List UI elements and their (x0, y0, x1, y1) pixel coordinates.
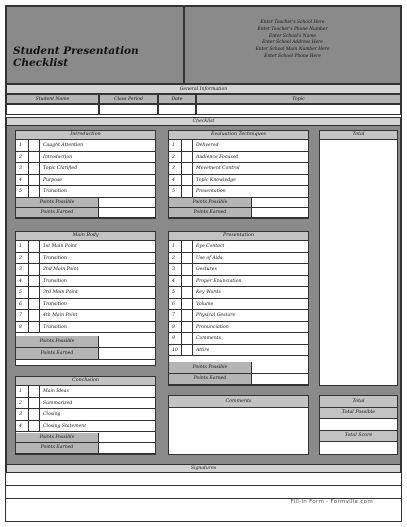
checklist-item: 10 Attire (169, 345, 308, 357)
total-possible-label: Total Possible (320, 408, 397, 419)
checklist-item: 7 Physical Gesture (169, 310, 308, 322)
points-earned-field[interactable] (99, 348, 155, 360)
points-earned-field[interactable] (99, 208, 155, 218)
checklist-item: 5 Transition (16, 186, 155, 198)
checkbox[interactable] (29, 322, 40, 333)
checklist-item: 2 Use of Aids (169, 253, 308, 265)
presentation-heading: Presentation (169, 232, 308, 241)
checklist-item: 2 Transition (16, 253, 155, 265)
introduction-panel (15, 130, 156, 219)
points-earned-label: Points Earned (169, 374, 252, 385)
checklist-item: 3 2nd Main Point (16, 264, 155, 276)
checkbox[interactable] (182, 264, 193, 275)
points-possible-label: Points Possible (16, 198, 99, 208)
checkbox[interactable] (29, 299, 40, 310)
checklist-item: 5 Presentation (169, 186, 308, 198)
school-info-line[interactable]: Enter School Phone Here (264, 54, 321, 60)
checkbox[interactable] (182, 322, 193, 333)
presentation-panel (168, 231, 309, 386)
conclusion-panel (15, 376, 156, 455)
school-info-line[interactable]: Enter School Address Here (262, 40, 323, 46)
checklist-item: 1 Caught Attention (16, 140, 155, 152)
points-earned-field[interactable] (252, 208, 308, 218)
checkbox[interactable] (29, 287, 40, 298)
checklist-item: 4 Closing Statement (16, 421, 155, 433)
total-panel (319, 130, 398, 386)
checkbox[interactable] (182, 299, 193, 310)
checkbox[interactable] (29, 276, 40, 287)
footer-brand: Fill-In Form - Formville.com (290, 499, 373, 505)
checklist-item: 6 Volume (169, 299, 308, 311)
checkbox[interactable] (29, 186, 40, 197)
checklist-item: 3 Gestures (169, 264, 308, 276)
checkbox[interactable] (182, 140, 193, 151)
points-possible-label: Points Possible (169, 362, 252, 374)
evaluation-heading: Evaluation Techniques (169, 131, 308, 140)
totals-panel (319, 395, 398, 455)
conclusion-heading: Conclusion (16, 377, 155, 386)
total-score-field[interactable] (320, 442, 397, 454)
checkbox[interactable] (29, 310, 40, 321)
checkbox[interactable] (29, 152, 40, 163)
title-block (6, 6, 184, 84)
checklist-item: 4 Transition (16, 276, 155, 288)
total-possible-field[interactable] (320, 419, 397, 431)
points-possible-label: Points Possible (169, 198, 252, 208)
signature-field[interactable] (6, 486, 401, 499)
school-info-line[interactable]: Enter Teacher's Phone Number (257, 26, 328, 32)
total-label: Total (320, 396, 397, 408)
points-earned-label: Points Earned (169, 208, 252, 218)
checklist-item: 3 Topic Clarified (16, 163, 155, 175)
school-info-block (184, 6, 401, 84)
checklist-item: 6 Transition (16, 299, 155, 311)
checklist-item: 3 Movement Control (169, 163, 308, 175)
checklist-item: 7 4th Main Point (16, 310, 155, 322)
points-earned-field[interactable] (99, 443, 155, 454)
checklist-item: 4 Proper Enunciation (169, 276, 308, 288)
checkbox[interactable] (182, 310, 193, 321)
checklist-item: 1 Delivered (169, 140, 308, 152)
checkbox[interactable] (182, 241, 193, 252)
checkbox[interactable] (29, 140, 40, 151)
points-possible-field[interactable] (99, 198, 155, 208)
page-title: Student Presentation Checklist (13, 45, 139, 69)
total-heading: Total (320, 131, 397, 140)
signature-field[interactable] (6, 473, 401, 486)
checklist-item: 1 Eye Contact (169, 241, 308, 253)
comments-heading: Comments (169, 396, 308, 408)
checklist-item: 4 Purpose (16, 175, 155, 187)
date-label: Date (158, 94, 196, 104)
points-earned-label: Points Earned (16, 208, 99, 218)
checklist-item: 5 3rd Main Point (16, 287, 155, 299)
checkbox[interactable] (29, 409, 40, 420)
points-possible-field[interactable] (252, 198, 308, 208)
points-possible-label: Points Possible (16, 433, 99, 443)
checkbox[interactable] (182, 163, 193, 174)
checkbox[interactable] (29, 386, 40, 397)
checklist-item: 8 Pronunciation (169, 322, 308, 334)
checkbox[interactable] (182, 152, 193, 163)
student-name-field[interactable] (6, 104, 99, 115)
topic-label: Topic (196, 94, 401, 104)
checklist-item: 5 Key Words (169, 287, 308, 299)
points-earned-field[interactable] (252, 374, 308, 385)
checklist-item: 1 1st Main Point (16, 241, 155, 253)
introduction-heading: Introduction (16, 131, 155, 140)
signatures-heading: Signatures (6, 464, 401, 473)
points-earned-label: Points Earned (16, 348, 99, 360)
main-body-panel (15, 231, 156, 366)
checklist-item: 8 Transition (16, 322, 155, 334)
checklist-item: 4 Topic Knowledge (169, 175, 308, 187)
general-info-heading: General Information (6, 84, 401, 94)
checkbox[interactable] (29, 241, 40, 252)
checkbox[interactable] (29, 253, 40, 264)
main-body-heading: Main Body (16, 232, 155, 241)
checkbox[interactable] (29, 421, 40, 432)
school-info-line[interactable]: Enter School's Name (269, 33, 316, 39)
checkbox[interactable] (29, 398, 40, 409)
checkbox[interactable] (182, 186, 193, 197)
checkbox[interactable] (182, 287, 193, 298)
checkbox[interactable] (29, 264, 40, 275)
comments-field[interactable] (169, 408, 308, 454)
checklist-item: 3 Closing (16, 409, 155, 421)
topic-field[interactable] (196, 104, 401, 115)
date-field[interactable] (158, 104, 196, 115)
class-period-field[interactable] (99, 104, 158, 115)
checklist-item: 1 Main Ideas (16, 386, 155, 398)
checklist-item: 2 Audience Focused (169, 152, 308, 164)
total-score-label: Total Score (320, 431, 397, 442)
general-info-input-row (6, 104, 401, 115)
evaluation-panel (168, 130, 309, 219)
points-possible-field[interactable] (99, 336, 155, 348)
school-info-line[interactable]: Enter School Main Number Here (255, 47, 330, 53)
points-possible-label: Points Possible (16, 336, 99, 348)
checklist-form (5, 5, 402, 522)
checklist-item: 2 Introduction (16, 152, 155, 164)
student-name-label: Student Name (6, 94, 99, 104)
checkbox[interactable] (182, 175, 193, 186)
checklist-heading: Checklist (6, 117, 401, 126)
points-earned-label: Points Earned (16, 443, 99, 454)
school-info-line[interactable]: Enter Teacher's School Here (260, 20, 325, 25)
checkbox[interactable] (29, 175, 40, 186)
checkbox[interactable] (29, 163, 40, 174)
checkbox[interactable] (182, 345, 193, 356)
points-possible-field[interactable] (252, 362, 308, 374)
checkbox[interactable] (182, 253, 193, 264)
general-info-header-row (6, 94, 401, 104)
class-period-label: Class Period (99, 94, 158, 104)
checkbox[interactable] (182, 333, 193, 344)
checklist-item: 2 Summarized (16, 398, 155, 410)
comments-panel (168, 395, 309, 455)
checklist-item: 9 Comments (169, 333, 308, 345)
checkbox[interactable] (182, 276, 193, 287)
points-possible-field[interactable] (99, 433, 155, 443)
